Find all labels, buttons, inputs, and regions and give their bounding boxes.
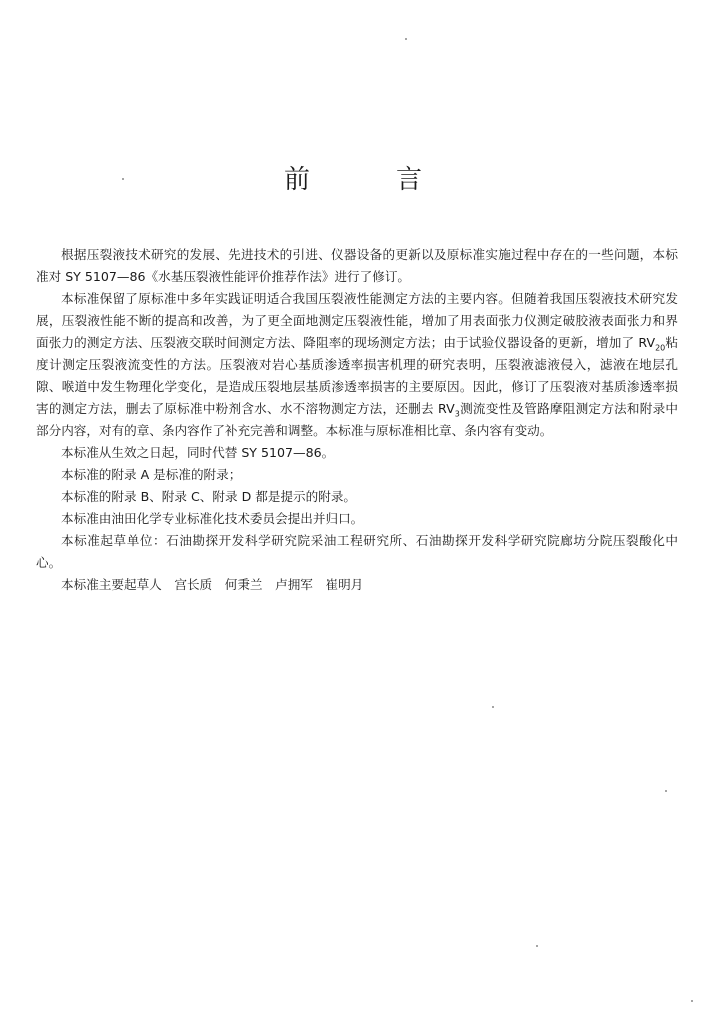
paragraph-revision-content-part3: 测流变性及管路摩阻测定方法和附录中部分内容，对有的章、条内容作了补充完善和调整。本标准与原标准相比章、条内容有变动。 bbox=[36, 401, 679, 438]
scan-speck bbox=[492, 706, 494, 708]
paragraph-appendix-bcd: 本标准的附录 B、附录 C、附录 D 都是提示的附录。 bbox=[61, 489, 357, 504]
scan-speck bbox=[665, 790, 667, 792]
paragraph-drafting-units: 本标准起草单位：石油勘探开发科学研究院采油工程研究所、石油勘探开发科学研究院廊坊分院压裂酸化中心。 bbox=[36, 533, 678, 570]
paragraph-revision-content bbox=[36, 288, 678, 442]
title-char-yan: 言 bbox=[396, 165, 423, 195]
paragraph-revision-reason: 根据压裂液技术研究的发展、先进技术的引进、仪器设备的更新以及原标准实施过程中存在的一些问题，本标准对 SY 5107—86《水基压裂液性能评价推荐作法》进行了修订。 bbox=[36, 247, 678, 284]
scan-speck bbox=[536, 945, 538, 947]
scan-speck bbox=[691, 1000, 693, 1002]
paragraph-supersedes: 本标准从生效之日起，同时代替 SY 5107—86。 bbox=[61, 445, 335, 460]
page-title bbox=[0, 162, 724, 202]
paragraph-revision-content-part2: 粘度计测定压裂液流变性的方法。压裂液对岩心基质渗透率损害机理的研究表明，压裂液滤液侵入，滤液在地层孔隙、喉道中发生物理化学变化，是造成压裂地层基质渗透率损害的主要原因。因此，修订了压裂液对基质渗透率损害的测定方法，删去了原标准中粉剂含水、水不溶物测定方法，还删去 RV bbox=[36, 335, 678, 416]
preface-body bbox=[36, 244, 678, 596]
paragraph-drafters: 本标准主要起草人 宫长质 何秉兰 卢拥军 崔明月 bbox=[61, 577, 364, 592]
scan-speck bbox=[122, 178, 124, 180]
subscript-rv3: 3 bbox=[454, 409, 460, 419]
subscript-rv20: 20 bbox=[655, 343, 666, 353]
title-char-qian: 前 bbox=[284, 165, 311, 195]
paragraph-appendix-a: 本标准的附录 A 是标准的附录； bbox=[61, 467, 242, 482]
paragraph-proposer: 本标准由油田化学专业标准化技术委员会提出并归口。 bbox=[61, 511, 364, 526]
scan-speck bbox=[405, 38, 407, 40]
paragraph-revision-content-part1: 本标准保留了原标准中多年实践证明适合我国压裂液性能测定方法的主要内容。但随着我国压裂液技术研究发展，压裂液性能不断的提高和改善，为了更全面地测定压裂液性能，增加了用表面张力仪测定破胶液表面张力和界面张力的测定方法、压裂液交联时间测定方法、降阻率的现场测定方法；由于试验仪器设备的更新，增加了 RV bbox=[36, 291, 678, 350]
